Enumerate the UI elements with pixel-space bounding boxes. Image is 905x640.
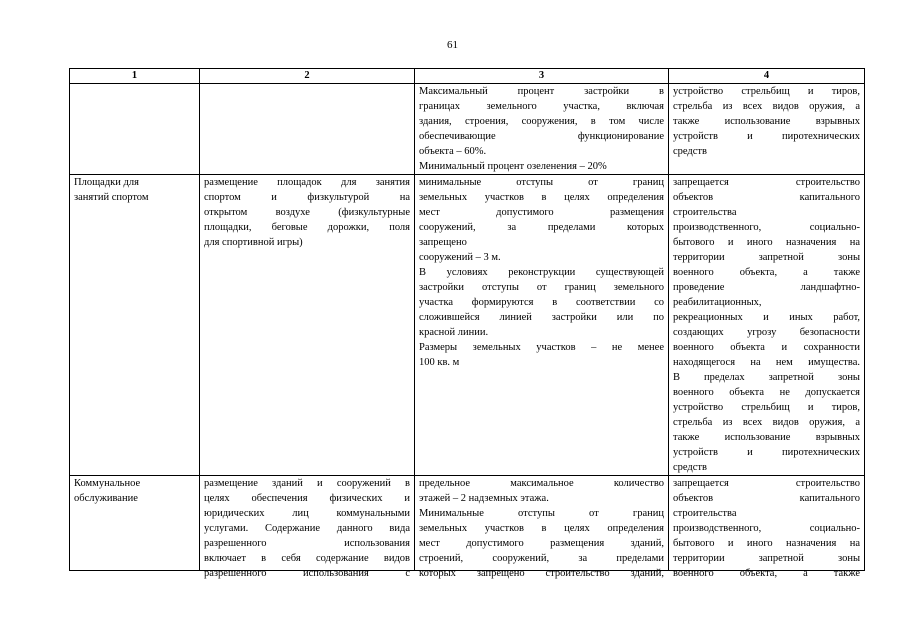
cell-text-line: красной линии. [419, 327, 489, 338]
cell-text-line: для спортивной игры) [204, 237, 303, 248]
cell-text-line: рекреационных и иных работ, [673, 312, 860, 323]
column-header: 4 [669, 69, 865, 84]
cell-text-line: устройств и пиротехнических [673, 131, 860, 142]
cell-text-line: объектов капитального [673, 192, 860, 203]
cell-text-line: Минимальный процент озеленения – 20% [419, 161, 607, 172]
cell-text-line: земельных участков в целях определения [419, 192, 664, 203]
cell-text-line: предельное максимальное количество [419, 478, 664, 489]
cell-text-line: целях обеспечения физических и [204, 493, 410, 504]
cell-text-line: объекта – 60%. [419, 146, 487, 157]
cell-text-line: стрельба из всех видов оружия, а [673, 101, 860, 112]
table-cell-col3 [415, 175, 669, 476]
cell-text-line: военного объекта и сохранности [673, 342, 860, 353]
table-row [70, 476, 865, 571]
cell-text-line: минимальные отступы от границ [419, 177, 664, 188]
cell-text-line: строительства [673, 207, 737, 218]
cell-text-line: услугами. Содержание данного вида [204, 523, 410, 534]
cell-text-line: бытового и иного назначения на [673, 237, 860, 248]
cell-text-line: В пределах запретной зоны [673, 372, 860, 383]
table-row [70, 84, 865, 175]
cell-text-line: 100 кв. м [419, 357, 460, 368]
cell-text-line: стрельба из всех видов оружия, а [673, 417, 860, 428]
cell-text-line: обслуживание [74, 493, 138, 504]
cell-text-line: этажей – 2 надземных этажа. [419, 493, 549, 504]
cell-text-line: создающих угрозу безопасности [673, 327, 860, 338]
cell-text-line: строительства [673, 508, 737, 519]
cell-text-line: Коммунальное [74, 478, 141, 489]
table-cell-col1 [70, 476, 200, 571]
cell-text-line: сложившейся линией застройки или по [419, 312, 664, 323]
cell-text-line: разрешенного использования [204, 538, 410, 549]
cell-text-line: также использование взрывных [673, 432, 860, 443]
cell-text-line: запрещено [419, 237, 467, 248]
cell-text-line: участка формируются в соответствии со [419, 297, 664, 308]
cell-text-line: разрешенного использования с [204, 568, 410, 579]
cell-text-line: включает в себя содержание видов [204, 553, 410, 564]
cell-text-line: средств [673, 146, 707, 157]
cell-text-line: застройки отступы от границ земельного [419, 282, 664, 293]
table-cell-col2 [200, 175, 415, 476]
cell-text-line: устройство стрельбищ и тиров, [673, 402, 860, 413]
cell-text-line: земельных участков в целях определения [419, 523, 664, 534]
cell-text-line: размещение площадок для занятия [204, 177, 410, 188]
cell-text-line: В условиях реконструкции существующей [419, 267, 664, 278]
table-cell-col4 [669, 84, 865, 175]
cell-text-line: юридических лиц коммунальными [204, 508, 410, 519]
cell-text-line: устройство стрельбищ и тиров, [673, 86, 860, 97]
cell-text-line: производственного, социально- [673, 523, 860, 534]
table-cell-col1 [70, 175, 200, 476]
cell-text-line: сооружений – 3 м. [419, 252, 501, 263]
cell-text-line: запрещается строительство [673, 478, 860, 489]
cell-text-line: обеспечивающие функционирование [419, 131, 664, 142]
regulations-table [69, 68, 865, 579]
cell-text-line: здания, строения, сооружения, в том числе [419, 116, 664, 127]
cell-text-line: устройств и пиротехнических [673, 447, 860, 458]
table-cell-col3 [415, 476, 669, 579]
cell-text-line: Минимальные отступы от границ [419, 508, 664, 519]
cell-text-line: производственного, социально- [673, 222, 860, 233]
cell-text-line: средств [673, 462, 707, 473]
cell-text-line: проведение ландшафтно- [673, 282, 860, 293]
cell-content [673, 476, 860, 579]
column-header: 3 [415, 69, 669, 84]
cell-text-line: мест допустимого размещения зданий, [419, 538, 664, 549]
cell-text-line: военного объекта, а также [673, 267, 860, 278]
cell-text-line: Площадки для [74, 177, 139, 188]
cell-text-line: также использование взрывных [673, 116, 860, 127]
cell-text-line: открытом воздухе (физкультурные [204, 207, 410, 218]
cell-content [419, 476, 664, 579]
cell-text-line: занятий спортом [74, 192, 149, 203]
cell-text-line: площадки, беговые дорожки, поля [204, 222, 410, 233]
cell-text-line: Максимальный процент застройки в [419, 86, 664, 97]
cell-text-line: военного объекта не допускается [673, 387, 860, 398]
table-cell-col2 [200, 84, 415, 175]
table-cell-col1 [70, 84, 200, 175]
cell-text-line: территории запретной зоны [673, 553, 860, 564]
table-cell-col3 [415, 84, 669, 175]
cell-content [74, 476, 195, 570]
page-number: 61 [447, 39, 458, 51]
table-cell-col4 [669, 175, 865, 476]
cell-text-line: мест допустимого размещения [419, 207, 664, 218]
column-header: 1 [70, 69, 200, 84]
cell-text-line: сооружений, за пределами которых [419, 222, 664, 233]
cell-text-line: спортом и физкультурой на [204, 192, 410, 203]
cell-text-line: которых запрещено строительство зданий, [419, 568, 664, 579]
cell-content [204, 476, 410, 579]
cell-text-line: территории запретной зоны [673, 252, 860, 263]
cell-text-line: находящегося на нем имущества. [673, 357, 860, 368]
cell-text-line: запрещается строительство [673, 177, 860, 188]
table-cell-col2 [200, 476, 415, 579]
cell-text-line: размещение зданий и сооружений в [204, 478, 410, 489]
table-cell-col4 [669, 476, 865, 579]
cell-text-line: объектов капитального [673, 493, 860, 504]
table-row [70, 175, 865, 476]
table-header-row [70, 69, 865, 84]
cell-text-line: строений, сооружений, за пределами [419, 553, 664, 564]
cell-text-line: бытового и иного назначения на [673, 538, 860, 549]
cell-text-line: реабилитационных, [673, 297, 762, 308]
cell-text-line: военного объекта, а также [673, 568, 860, 579]
cell-text-line: Размеры земельных участков – не менее [419, 342, 664, 353]
column-header: 2 [200, 69, 415, 84]
cell-text-line: границах земельного участка, включая [419, 101, 664, 112]
